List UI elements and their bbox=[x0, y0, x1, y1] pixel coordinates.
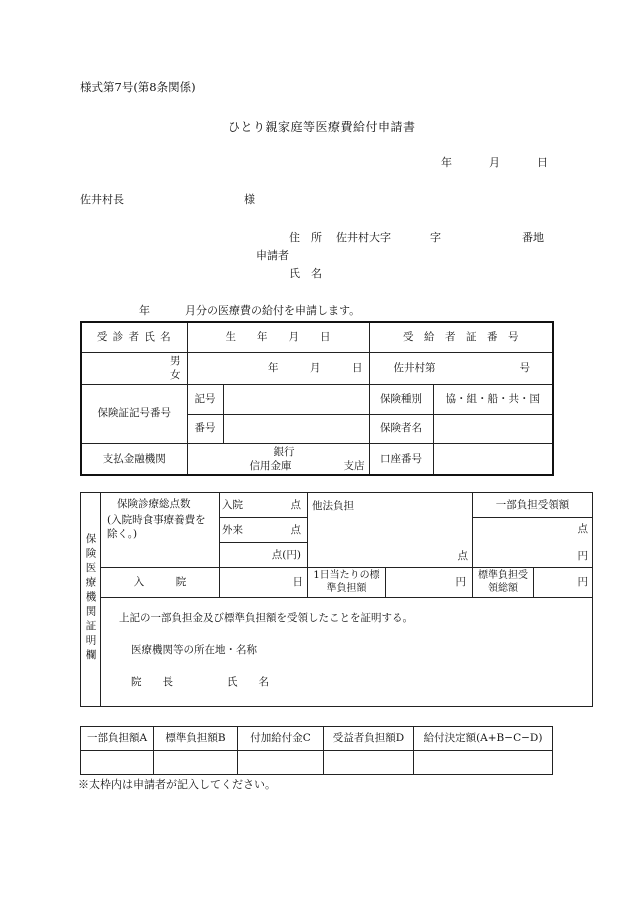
medical-side-label bbox=[81, 493, 101, 707]
date-day: 日 bbox=[537, 156, 548, 169]
insurer-name-label: 保険者名 bbox=[369, 414, 433, 443]
inpatient-points-cell[interactable] bbox=[220, 493, 308, 518]
patient-name-cell[interactable] bbox=[81, 352, 187, 384]
applicant-label: 申請者 bbox=[256, 249, 289, 262]
recipient-number-header: 受 給 者 証 番 号 bbox=[369, 322, 553, 352]
excl-meal-note: (入院時食事療養費を除く。) bbox=[107, 514, 206, 540]
insurer-name-field[interactable] bbox=[433, 414, 553, 443]
aza-label: 字 bbox=[430, 231, 441, 244]
banchi-label: 番地 bbox=[522, 231, 544, 244]
value-standard-b[interactable] bbox=[154, 751, 238, 775]
director-label: 院 長 bbox=[131, 676, 173, 688]
value-partial-a[interactable] bbox=[81, 751, 154, 775]
certify-text: 上記の一部負担金及び標準負担額を受領したことを証明する。 bbox=[119, 612, 413, 624]
partial-ten: 点 bbox=[577, 523, 589, 535]
other-law-ten: 点 bbox=[457, 549, 469, 562]
bank-suffix: 銀行 bbox=[273, 445, 295, 458]
facility-label: 医療機関等の所在地・名称 bbox=[131, 644, 257, 656]
per-day-std-yen[interactable]: 円 bbox=[386, 568, 473, 598]
form-title: ひとり親家庭等医療費給付申請書 bbox=[228, 120, 416, 134]
total-points-yen[interactable]: 点(円) bbox=[220, 543, 308, 568]
other-law-label: 他法負担 bbox=[312, 500, 354, 512]
value-additional-c[interactable] bbox=[238, 751, 324, 775]
request-year: 年 bbox=[139, 304, 150, 317]
address-prefix: 佐井村大字 bbox=[336, 231, 391, 244]
outpatient-ten: 点 bbox=[290, 524, 301, 536]
medical-certification-table bbox=[80, 492, 593, 707]
credit-suffix: 信用金庫 bbox=[249, 459, 292, 472]
header-standard-b: 標準負担額B bbox=[154, 727, 238, 751]
insurance-number-label: 保険証記号番号 bbox=[81, 384, 187, 443]
request-sentence: 月分の医療費の給付を申請します。 bbox=[185, 304, 361, 317]
header-beneficiary-d: 受益者負担額D bbox=[324, 727, 414, 751]
kigou-field[interactable] bbox=[223, 384, 369, 414]
partial-received-field[interactable] bbox=[473, 518, 593, 568]
outpatient-label: 外来 bbox=[222, 524, 243, 536]
admission-label: 入 院 bbox=[101, 568, 220, 598]
medical-side-text: 保険医療機関証明欄 bbox=[84, 532, 97, 664]
female-label: 女 bbox=[170, 368, 181, 381]
address-label: 住 所 bbox=[289, 231, 322, 244]
go-label: 号 bbox=[519, 361, 530, 374]
insurance-type-label: 保険種別 bbox=[369, 384, 433, 414]
admission-days[interactable]: 日 bbox=[220, 568, 308, 598]
sai-village-prefix: 佐井村第 bbox=[393, 361, 436, 374]
bangou-label: 番号 bbox=[187, 414, 223, 443]
value-decision-amount[interactable] bbox=[414, 751, 553, 775]
other-law-cell[interactable] bbox=[308, 493, 473, 568]
honorific: 様 bbox=[244, 193, 255, 206]
certification-block[interactable] bbox=[101, 598, 593, 707]
account-number-field[interactable] bbox=[433, 443, 553, 475]
per-day-std-label: 1日当たりの標準負担額 bbox=[308, 568, 386, 598]
inpatient-ten: 点 bbox=[290, 499, 301, 511]
bank-label: 支払金融機関 bbox=[81, 443, 187, 475]
std-received-yen[interactable]: 円 bbox=[534, 568, 593, 598]
branch-suffix: 支店 bbox=[343, 459, 365, 472]
inpatient-label: 入院 bbox=[222, 499, 243, 511]
form-number: 様式第7号(第8条関係) bbox=[80, 80, 196, 94]
total-points-label-cell bbox=[101, 493, 220, 568]
birth-date-cell[interactable]: 年 月 日 bbox=[187, 352, 369, 384]
outpatient-points-cell[interactable] bbox=[220, 518, 308, 543]
applicant-table bbox=[80, 321, 554, 476]
std-received-label: 標準負担受領総額 bbox=[473, 568, 534, 598]
header-decision-amount: 給付決定額(A+B−C−D) bbox=[414, 727, 553, 751]
kigou-label: 記号 bbox=[187, 384, 223, 414]
footnote: ※太枠内は申請者が記入してください。 bbox=[78, 778, 276, 791]
director-name-label: 氏 名 bbox=[227, 676, 269, 688]
birth-header: 生 年 月 日 bbox=[187, 322, 369, 352]
header-additional-c: 付加給付金C bbox=[238, 727, 324, 751]
recipient-number-cell[interactable] bbox=[369, 352, 553, 384]
male-label: 男 bbox=[170, 354, 181, 367]
header-partial-a: 一部負担額A bbox=[81, 727, 154, 751]
name-label: 氏 名 bbox=[289, 267, 322, 280]
summary-table bbox=[80, 726, 553, 775]
addressee: 佐井村長 bbox=[80, 193, 124, 206]
insurance-type-options[interactable]: 協・組・船・共・国 bbox=[433, 384, 553, 414]
account-number-label: 口座番号 bbox=[369, 443, 433, 475]
date-year: 年 bbox=[441, 156, 452, 169]
partial-yen: 円 bbox=[577, 549, 589, 562]
partial-received-label: 一部負担受領額 bbox=[473, 493, 593, 518]
bangou-field[interactable] bbox=[223, 414, 369, 443]
bank-field[interactable] bbox=[187, 443, 369, 475]
value-beneficiary-d[interactable] bbox=[324, 751, 414, 775]
patient-name-header: 受 診 者 氏 名 bbox=[81, 322, 187, 352]
date-month: 月 bbox=[489, 156, 500, 169]
total-points-label: 保険診療総点数 bbox=[117, 498, 191, 510]
